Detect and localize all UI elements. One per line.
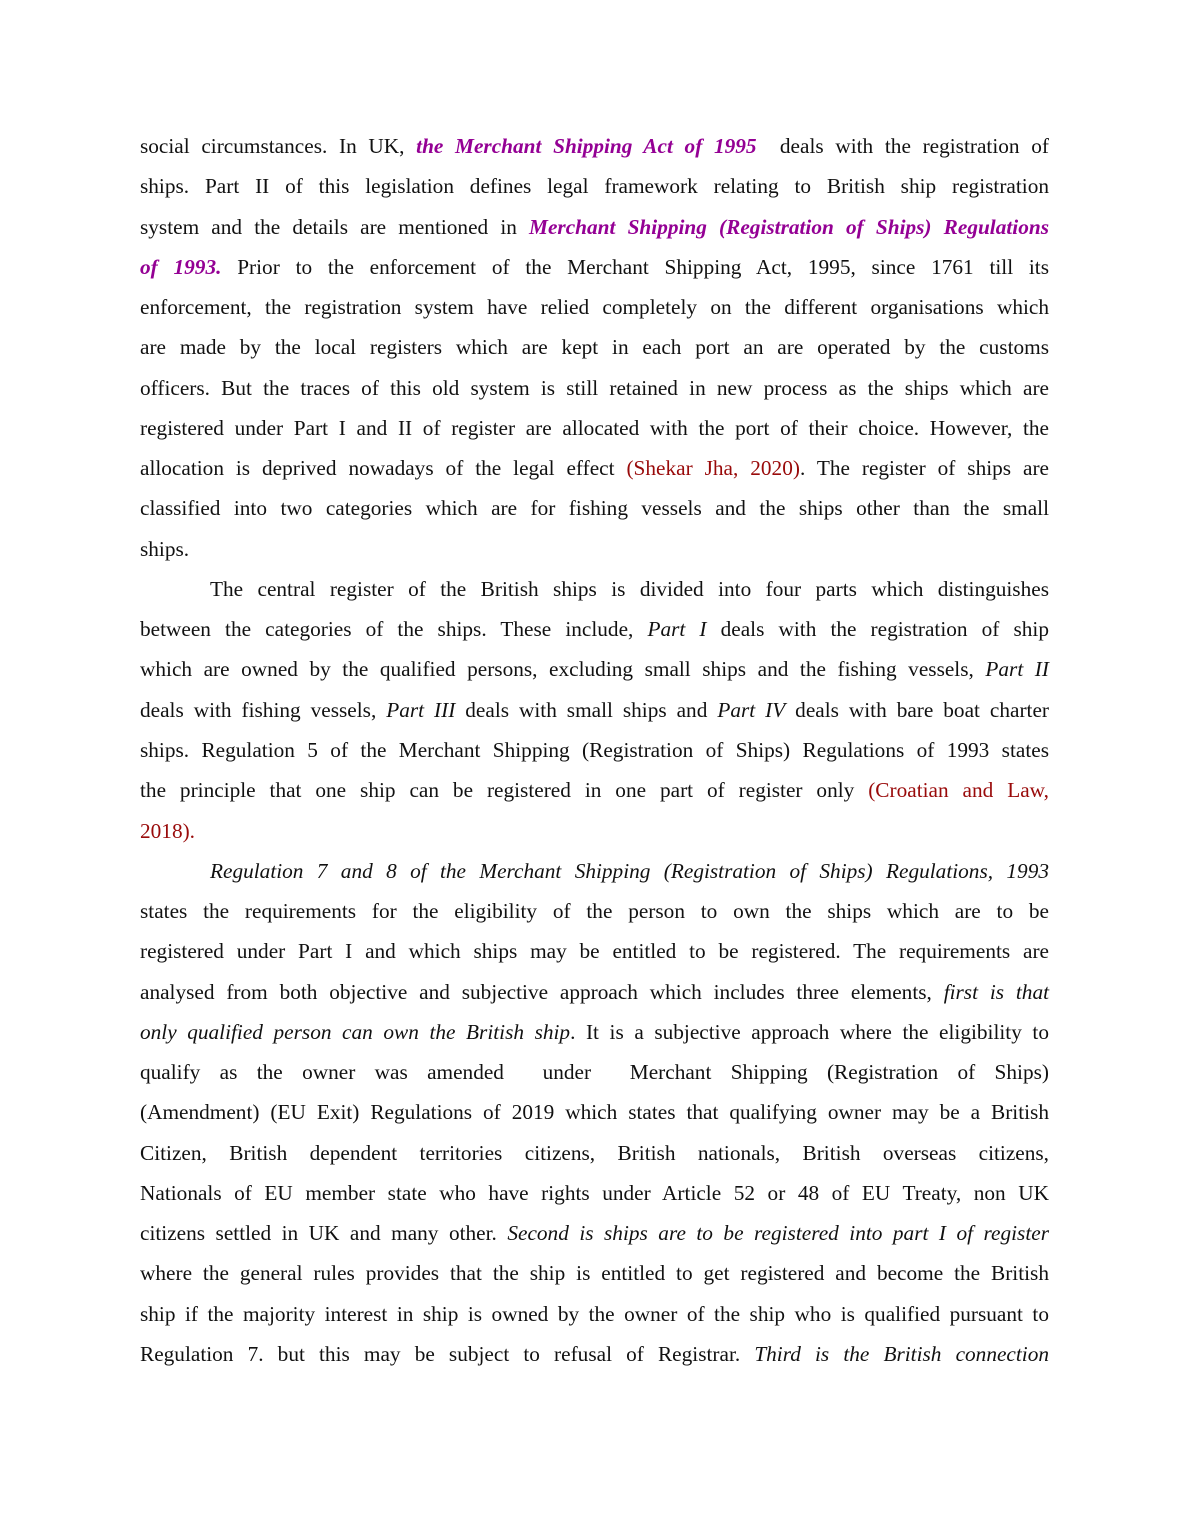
body-text: . It is a subjective approach where the eligibility to — [570, 1019, 1049, 1044]
italic-text: Part III — [386, 697, 456, 722]
legislation-title: Merchant Shipping (Registration of Ships) Regulations — [529, 214, 1049, 239]
text-line — [140, 1253, 1049, 1293]
text-line — [140, 931, 1049, 971]
text-line — [140, 1294, 1049, 1334]
body-text: which are owned by the qualified persons, excluding small ships and the fishing vessels, — [140, 657, 986, 682]
text-line — [140, 488, 1049, 528]
body-text: Citizen, British dependent territories citizens, British nationals, British overseas citizens, — [140, 1140, 1049, 1165]
body-text: registered under Part I and II of register are allocated with the port of their choice. However, the — [140, 415, 1049, 440]
text-line — [140, 811, 1049, 851]
text-line — [140, 207, 1049, 247]
italic-text: Part II — [985, 657, 1049, 682]
text-line — [140, 126, 1049, 166]
body-text: classified into two categories which are for fishing vessels and the ships other than the small — [140, 496, 1049, 521]
italic-text: only qualified person can own the British ship — [140, 1019, 571, 1044]
body-text: enforcement, the registration system have relied completely on the different organisations which — [140, 295, 1049, 320]
text-line — [140, 1213, 1049, 1253]
body-text: officers. But the traces of this old system is still retained in new process as the ships which are — [140, 375, 1049, 400]
body-text: qualify as the owner was amended under Merchant Shipping (Registration of Ships) — [140, 1060, 1049, 1085]
body-text: deals with small ships and — [455, 697, 718, 722]
text-line — [140, 247, 1049, 287]
body-text: the principle that one ship can be registered in one part of register only — [140, 778, 869, 803]
text-line — [140, 368, 1049, 408]
text-line — [140, 972, 1049, 1012]
legislation-title: of 1993. — [140, 254, 222, 279]
document-page-body — [140, 126, 1049, 1374]
body-text: states the requirements for the eligibility of the person to own the ships which are to be — [140, 899, 1049, 924]
legislation-title: the Merchant Shipping Act of 1995 — [416, 134, 757, 158]
body-text: are made by the local registers which are kept in each port an are operated by the customs — [140, 335, 1049, 360]
text-line — [140, 529, 1049, 569]
text-line — [140, 770, 1049, 810]
text-line — [140, 408, 1049, 448]
text-line — [140, 1334, 1049, 1374]
italic-text: Second is ships are to be registered into part I of register — [507, 1221, 1049, 1246]
italic-text: Third is the British connection — [754, 1341, 1049, 1366]
text-line — [140, 1133, 1049, 1173]
citation: (Shekar Jha, 2020) — [626, 456, 800, 481]
text-line — [140, 1012, 1049, 1052]
body-text: Regulation 7. but this may be subject to refusal of Registrar. — [140, 1341, 755, 1366]
body-text: allocation is deprived nowadays of the legal effect — [140, 456, 627, 481]
body-text: The central register of the British ships is divided into four parts which distinguishes — [210, 576, 1049, 601]
body-text: ships. Part II of this legislation defines legal framework relating to British ship registration — [140, 174, 1049, 199]
body-text: deals with fishing vessels, — [140, 697, 387, 722]
text-line — [140, 730, 1049, 770]
text-line — [140, 649, 1049, 689]
text-line — [140, 1173, 1049, 1213]
body-text: where the general rules provides that the ship is entitled to get registered and become the British — [140, 1261, 1049, 1286]
text-line — [140, 1052, 1049, 1092]
text-line — [140, 287, 1049, 327]
citation: (Croatian and Law, — [868, 778, 1049, 803]
text-line — [140, 166, 1049, 206]
italic-text: Regulation 7 and 8 of the Merchant Shipping (Registration of Ships) Regulations, 1993 — [210, 858, 1049, 883]
text-line — [140, 609, 1049, 649]
italic-text: Part IV — [717, 697, 786, 722]
body-text: registered under Part I and which ships may be entitled to be registered. The requirements are — [140, 939, 1049, 964]
body-text: deals with the registration of ship — [706, 617, 1049, 642]
body-text: Prior to the enforcement of the Merchant Shipping Act, 1995, since 1761 till its — [221, 254, 1049, 279]
body-text: ships. Regulation 5 of the Merchant Shipping (Registration of Ships) Regulations of 1993 states — [140, 737, 1049, 762]
body-text: deals with the registration of — [756, 134, 1049, 158]
body-text: between the categories of the ships. These include, — [140, 617, 648, 642]
text-line — [140, 690, 1049, 730]
italic-text: Part I — [647, 617, 707, 642]
citation: 2018). — [140, 818, 196, 843]
text-line — [140, 327, 1049, 367]
body-text: social circumstances. In UK, — [140, 134, 417, 158]
body-text: . The register of ships are — [799, 456, 1050, 481]
body-text: analysed from both objective and subjective approach which includes three elements, — [140, 979, 944, 1004]
body-text: citizens settled in UK and many other. — [140, 1221, 508, 1246]
body-text: system and the details are mentioned in — [140, 214, 530, 239]
text-line — [140, 569, 1049, 609]
text-line — [140, 448, 1049, 488]
body-text: deals with bare boat charter — [785, 697, 1050, 722]
body-text: ship if the majority interest in ship is owned by the owner of the ship who is qualified pursuant to — [140, 1301, 1049, 1326]
text-line — [140, 851, 1049, 891]
body-text: Nationals of EU member state who have rights under Article 52 or 48 of EU Treaty, non UK — [140, 1180, 1049, 1205]
text-line — [140, 1092, 1049, 1132]
text-line — [140, 891, 1049, 931]
italic-text: first is that — [943, 979, 1050, 1004]
body-text: (Amendment) (EU Exit) Regulations of 2019 which states that qualifying owner may be a British — [140, 1100, 1049, 1125]
body-text: ships. — [140, 536, 190, 561]
